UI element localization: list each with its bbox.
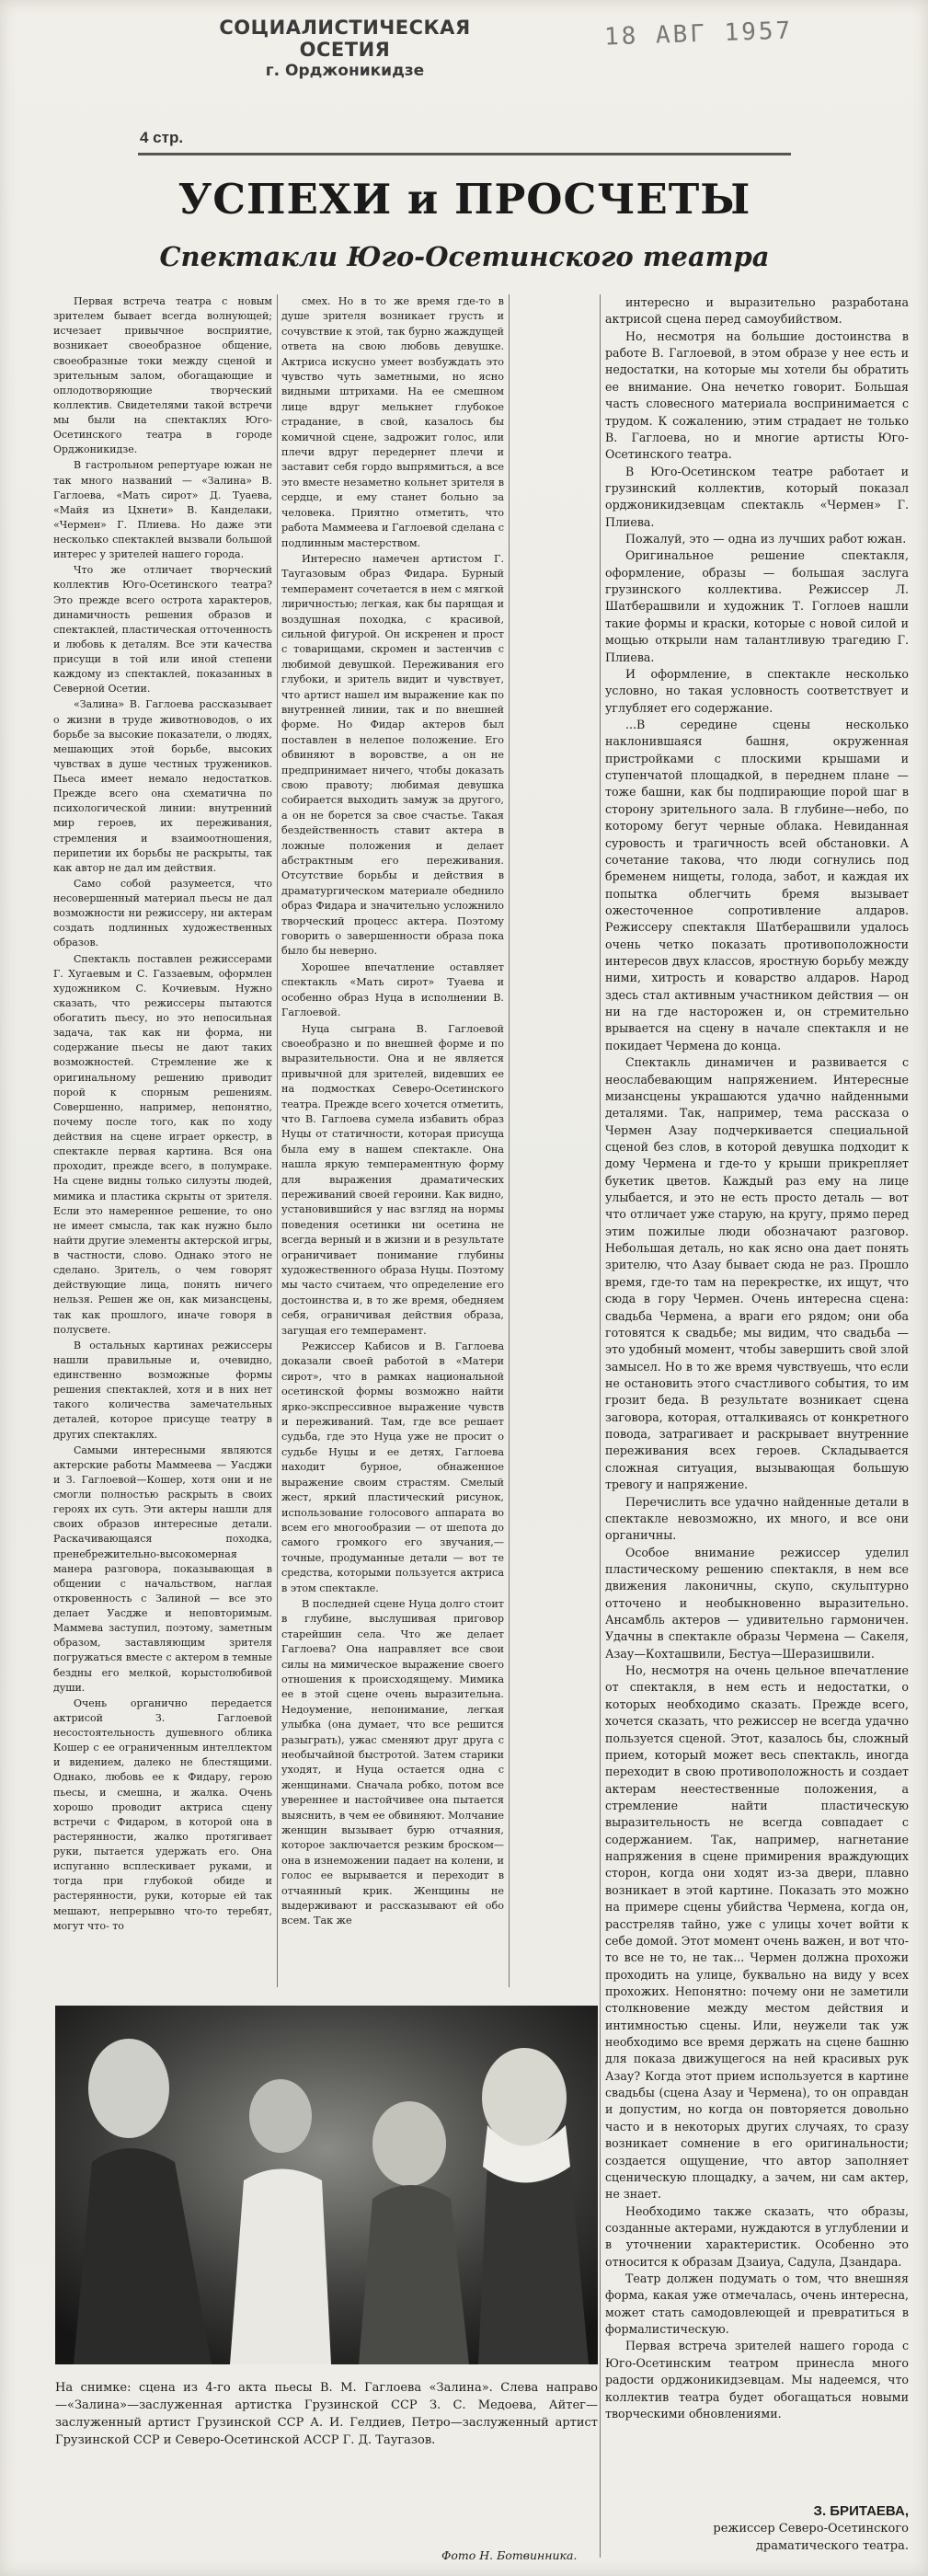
paragraph: В Юго-Осетинском театре работает и грузинский коллектив, который показал орджоникидзевцам спектакль «Чермен» Г. Плиева. <box>605 464 909 529</box>
paragraph: интересно и выразительно разработана актрисой сцена перед самоубийством. <box>605 295 909 327</box>
paragraph: Хорошее впечатление оставляет спектакль «Мать сирот» Туаева и особенно образ Нуца в исполнении В. Гаглоевой. <box>281 960 504 1019</box>
paragraph: В остальных картинах режиссеры нашли правильные и, очевидно, единственно возможные формы решения спектаклей, хотя и в них нет такого количества замечательных деталей, которое присуще театру в других спектаклях. <box>53 1339 272 1441</box>
column-divider <box>277 294 278 1987</box>
paragraph: Самыми интересными являются актерские работы Маммеева — Уасджи и З. Гаглоевой—Кошер, хотя они и не смогли полностью раскрыть в своих героях их суть. Эти актеры нашли для своих образов интересные детали. Раскачивающаяся походка, пренебрежительно-высокомерная манера разговора, показывающая в общении с начальством, наглая откровенность с Залиной — все это делает Уасдже и неповторимым. Маммева заступил, поэтому, заметным образом, заставляющим зрителя погружаться вместе с актером в темные бездны его мелкой, корыстолюбивой души. <box>53 1443 272 1694</box>
author-role-line2: драматического театра. <box>755 2539 909 2553</box>
paragraph: Но, несмотря на большие достоинства в работе В. Гаглоевой, в этом образе у нее есть и недостатки, на которые мы хотели бы обратить ее внимание. Она нечетко говорит. Большая часть словесного материала воспринимается с трудом. К сожалению, этим страдает не только В. Гаглоева, но и многие артисты Юго-Осетинского театра. <box>605 328 909 462</box>
paragraph: Первая встреча зрителей нашего города с Юго-Осетинским театром принесла много радости орджоникидзевцам. Мы надеемся, что коллектив театра будет обогащаться новыми творческими обновлениями. <box>605 2339 909 2421</box>
paragraph: Что же отличает творческий коллектив Юго-Осетинского театра? Это прежде всего острота характеров, динамичность решения образов и спектаклей, пластическая отточенность и любовь к деталям. Все эти качества присущи в той или иной степени каждому из спектаклей, показанных в Северной Осетии. <box>53 564 272 696</box>
paragraph: Перечислить все удачно найденные детали в спектакле невозможно, их много, и все они органичны. <box>605 1494 909 1543</box>
paragraph: В гастрольном репертуаре южан не так много названий — «Залина» В. Гаглоева, «Мать сирот» Д. Туаева, «Майя из Цхнети» В. Канделаки, «Чермен» Г. Плиева. Но даже эти несколько спектаклей вызвали большой интерес у зрителей нашего города. <box>53 459 272 561</box>
paragraph: Необходимо также сказать, что образы, созданные актерами, нуждаются в углублении и в уточнении характеристик. Особенно это относится к образам Дзаиуа, Садула, Дзандара. <box>605 2203 909 2269</box>
column-divider <box>509 294 510 1987</box>
author-name: З. БРИТАЕВА, <box>813 2503 909 2519</box>
photo-caption: На снимке: сцена из 4-го акта пьесы В. М. Гаглоева «Залина». Слева направо—«Залина»—заслуженная артистка Грузинской ССР З. С. Медоева, Айтег—заслуженный артист Грузинской ССР А. И. Гелдиев, Петро—заслуженный артист Грузинской ССР и Северо-Осетинской АССР Г. Д. Таугазов. <box>55 2381 598 2447</box>
paragraph: Спектакль поставлен режиссерами Г. Хугаевым и С. Газзаевым, оформлен художником С. Кочиевым. Нужно сказать, что режиссеры пытаются обогатить пьесу, но это непосильная задача, так как ни форма, ни содержание пьесы не дают таких возможностей. Стремление же к оригинальному решению приводит порой к спорным решениям. Совершенно, например, непонятно, почему после того, как по ходу действия на сцене играет оркестр, в спектакле первая картина. Вся она проходит, прежде всего, в полумраке. На сцене видны только силуэты людей, мимика и пластика скрыты от зрителя. Если это намеренное решение, то оно не имеет смысла, так как нужно было найти другие элементы актерской игры, в частности, слово. Однако этого не сделано. Зритель, о чем говорят действующие лица, понять ничего нельзя. Решен же он, как мизансцены, так как прошлого, иначе говоря в полусвете. <box>53 952 272 1336</box>
author-byline <box>605 2502 909 2555</box>
masthead-stamp <box>179 17 510 80</box>
article-headline: УСПЕХИ и ПРОСЧЕТЫ <box>178 175 751 224</box>
article-column-1 <box>53 294 272 1935</box>
paragraph: Нуца сыграна В. Гаглоевой своеобразно и по внешней форме и по выразительности. Она и не является привычной для зрителей, видевших ее на подмостках Северо-Осетинского театра. Прежде всего хочется отметить, что В. Гаглоева сумела избавить образ Нуцы от статичности, которая присуща была ему в нашем спектакле. Она нашла яркую темпераментную форму для выражения драматических переживаний своей героини. Как видно, установившийся у нас взгляд на нормы поведения осетинки ни осетина не всегда верный и в жизни и в результате ограничивает понимание глубины художественного образа Нуцы. Поэтому мы часто считаем, что определение его достоинства и, в то же время, обедняем себя, ограничивая действия образа, загущая его темперамент. <box>281 1022 504 1337</box>
scene-photo-image <box>55 2006 598 2364</box>
page-number: 4 стр. <box>140 129 184 146</box>
paragraph: Пожалуй, это — одна из лучших работ южан. <box>625 532 907 546</box>
paragraph: В последней сцене Нуца долго стоит в глубине, выслушивая приговор старейшин села. Что же делает Гаглоева? Она направляет все свои силы на мимическое выражение своего отношения к происходящему. Мимика ее в этой сцене очень выразительна. Недоумение, непонимание, легкая улыбка (она думает, что все решится разыграть), ужас сменяют друг друга с необычайной быстротой. Затем старики уходят, и Нуца остается одна с женщинами. Сначала робко, потом все увереннее и настойчивее она пытается выяснить, в чем ее обвиняют. Молчание женщин вызывает бурю отчаяния, которое заключается резким броском—она в изнеможении падает на колени, и голос ее вырывается и переходит в отчаянный крик. Женщины не выдерживают и рассказывают ей обо всем. Так же <box>281 1597 504 1927</box>
paper-city: г. Орджоникидзе <box>265 62 425 80</box>
article-subheadline: Спектакли Юго-Осетинского театра <box>159 241 770 272</box>
paragraph: Само собой разумеется, что несовершенный материал пьесы не дал возможности ни режиссеру, ни актерам создать подлинных художественных образов. <box>53 877 272 949</box>
paper-title: СОЦИАЛИСТИЧЕСКАЯ ОСЕТИЯ <box>219 17 471 61</box>
paragraph: «Залина» В. Гаглоева рассказывает о жизни в труде животноводов, о их борьбе за высокие показатели, о людях, мешающих этой борьбе, высоких чувствах в душе честных тружеников. Пьеса имеет немало недостатков. Прежде всего она схематична по психологической линии: внутренний мир героев, их переживания, стремления и взаимоотношения, перипетии их борьбы не раскрыты, так как автор не дал им действия. <box>53 698 272 874</box>
paragraph: Оригинальное решение спектакля, оформление, образы — большая заслуга грузинского коллектива. Режиссер Л. Шатберашвили и художник Т. Гоглоев нашли такие формы и краски, которые с новой силой и мощью открыли нам талантливую трагедию Г. Плиева. <box>605 548 909 664</box>
header-divider <box>138 153 791 155</box>
paragraph: Интересно намечен артистом Г. Таугазовым образ Фидара. Бурный темперамент сочетается в нем с мягкой лиричностью; легкая, как бы парящая и воздушная походка, с красивой, сильной фигурой. Он искренен и прост с товарищами, скромен и застенчив с любимой девушкой. Переживания его глубоки, и зритель видит и чувствует, что артист нашел им выражение как по внутренней линии, так и по внешней форме. Но Фидар актеров был поставлен в нелепое положение. Его обвиняют в воровстве, а он не предпринимает ничего, чтобы доказать свою правоту; любимая девушка собирается выходить замуж за другого, а он не борется за свое счастье. Такая бездейственность ставит актера в ложные положения и делает абстрактным его переживания. Отсутствие борьбы и действия в драматургическом материале обеднило образ Фидара и значительно усложнило творческий процесс актера. Поэтому говорить о завершенности образа пока было бы неверно. <box>281 552 504 958</box>
paragraph: Но, несмотря на очень цельное впечатление от спектакля, в нем есть и недостатки, о которых необходимо сказать. Прежде всего, хочется сказать, что режиссер не всегда удачно пользуется сценой. Этот, казалось бы, сложный прием, который может весь спектакль, иногда переходит в свою противоположность и создает актерам неестественные положения, а стремление найти пластическую выразительность не всегда совпадает с содержанием. Так, например, нагнетание напряжения в сцене примирения враждующих сторон, когда они ходят из-за двери, плавно возникает в этой картине. Показать это можно на примере сцены убийства Чермена, когда он, расстреляв тайно, уже с улицы хочет войти к себе домой. Этот момент очень важен, и вот что-то все не то, не так... Чермен должна прохожи проходить на улице, буквально на виду у всех прохожих. Непонятно: почему они не заметили столкновение между местом действия и интимностью сцены. Или, неужели так уж необходимо все время держать на сцене башню для показа движущегося на ней красивых рук Азау? Когда этот прием используется в картине свадьбы (сцена Азау и Чермена), то он оправдан и допустим, но когда он повторяется довольно часто и в некоторых других случаях, то сразу возникает сомнение в его оригинальности; создается ощущение, что автор заполняет сценическую площадку, а зачем, ни сам актер, не знает. <box>605 1663 909 2202</box>
paragraph: Первая встреча театра с новым зрителем бывает всегда волнующей; исчезает привычное восприятие, возникает своеобразное общение, своеобразные токи между сценой и зрительным залом, обогащающие и оплодотворяющие творческий коллектив. Свидетелями такой встречи мы были на спектаклях Юго-Осетинского театра в городе Орджоникидзе. <box>53 295 272 456</box>
author-role-line1: режиссер Северо-Осетинского <box>713 2522 909 2536</box>
article-column-3 <box>605 294 909 2422</box>
paragraph: ...В середине сцены несколько наклонившаяся башня, окруженная пристройками с плоскими крышами и ступенчатой площадкой, в переднем плане — тоже башни, как бы подпирающие порой шаг в сторону зрительного зала. В глубине—небо, по которому бегут черные облака. Невиданная суровость и трагичность всей обстановки. А сочетание такова, что люди согнулись под бременем нищеты, голода, забот, и каждая их попытка облегчить бремя вызывает ожесточенное сопротивление алдаров. Режиссеру спектакля Шатберашвили удалось очень четко показать противоположности интересов двух классов, яростную борьбу между ними, хитрость и коварство алдаров. Народ здесь стал активным участником действия — он ни на где насторожен и, он стремительно врывается на сцену в начале спектакля и не покидает Чермена до конца. <box>605 717 909 1052</box>
paragraph: Режиссер Кабисов и В. Гаглоева доказали своей работой в «Матери сирот», что в рамках национальной осетинской формы возможно найти ярко-экспрессивное выражение чувств и переживаний. Там, где все решает судьба, где это Нуца уже не просит о судьбе Нуцы и ее детях, Гаглоева находит бурное, обнаженное выражение своим страстям. Смелый жест, яркий пластический рисунок, использование голосового аппарата во всем его многообразии — от шепота до самого громкого его звучания,— точные, продуманные детали — вот те средства, которыми пользуется актриса в этом спектакле. <box>281 1340 504 1594</box>
article-column-2 <box>281 294 504 1930</box>
paragraph: смех. Но в то же время где-то в душе зрителя возникает грусть и сочувствие к этой, так бурно жаждущей ответа на свою любовь девушке. Актриса искусно умеет возбуждать это чувство чуть заметными, но ясно видными штрихами. На ее смешном лице вдруг мелькнет глубокое страдание, в свой, казалось бы комичной сцене, задрожит голос, или плечи вдруг передернет плечи и заставит себя гордо выпрямиться, а все это вместе незаметно кольнет зрителя в сердце, и ему станет больно за человека. Приятно отметить, что работа Маммеева и Гаглоевой сделана с подлинным мастерством. <box>281 295 504 549</box>
paragraph: Театр должен подумать о том, что внешняя форма, какая уже отмечалась, очень интересна, может стать самодовлеющей и превратиться в формалистическую. <box>605 2271 909 2337</box>
column-divider <box>600 294 601 2558</box>
paragraph: Особое внимание режиссер уделил пластическому решению спектакля, в нем все движения лаконичны, скупо, скульптурно отточено и необыкновенно выразительно. Ансамбль актеров — удивительно гармоничен. Удачны в спектакле образы Чермена — Сакеля, Азау—Кохташвили, Бестуа—Шеразишвили. <box>605 1545 909 1661</box>
paragraph: Очень органично передается актрисой З. Гаглоевой несостоятельность душевного облика Кошер с ее ограниченным интеллектом и видением, далеко не блестящими. Однако, любовь ее к Фидару, герою пьесы, и смешна, и жалка. Очень хорошо проводит актриса сцену встречи с Фидаром, в которой она в растерянности, жалко протягивает руки, пытается удержать его. Она испуганно всплескивает руками, и тогда при глубокой обиде и растерянности, руки, которые ей так мешают, непрерывно что-то теребят, могут что- то <box>53 1696 272 1932</box>
paragraph: И оформление, в спектакле несколько условно, но такая условность соответствует и углубляет его содержание. <box>605 666 909 715</box>
paragraph: Спектакль динамичен и развивается с неослабевающим напряжением. Интересные мизансцены украшаются удачно найденными деталями. Так, например, тема рассказа о Чермен Азау подчеркивается специальной сценой без слов, в которой девушка подходит к дому Чермена и где-то у крыши прикрепляет букетик цветов. Каждый раз ему на лице улыбается, и это не есть просто деталь — вот что отличает уже старую, на кругу, прямо перед этим пожилые люди обозначают разговор. Небольшая деталь, но как ясно она дает понять зрителю, что Азау бывает сюда не раз. Прошло время, где-то там на перекрестке, их ищут, что сюда в гору Чермен. Очень интересна сцена: свадьба Чермена, а враги его рядом; они оба готовятся к свадьбе; мы видим, что свадьба — это удобный момент, чтобы завершить свой злой замысел. Но в то же время чувствуешь, что если не остановить этого счастливого события, то им грозит беда. В результате возникает сцена заговора, которая, отталкиваясь от конкретного повода, затрагивает и раскрывает внутренние переживания всех героев. Складывается сложная ситуация, вызывающая большую тревогу и напряжение. <box>605 1055 909 1492</box>
photo-credit: Фото Н. Ботвинника. <box>441 2548 578 2562</box>
scene-photo <box>55 2006 598 2364</box>
date-stamp: 18 АВГ 1957 <box>603 17 794 52</box>
